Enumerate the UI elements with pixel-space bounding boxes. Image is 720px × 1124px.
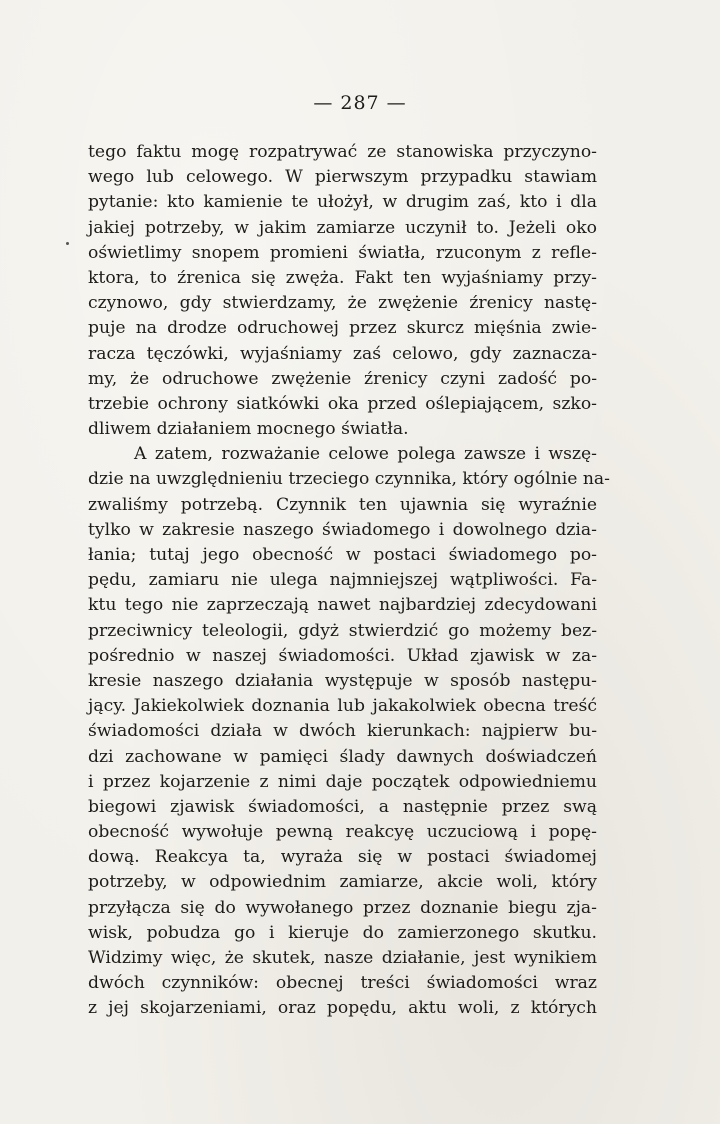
text-line: czynowo, gdy stwierdzamy, że zwężenie źrenicy nastę- xyxy=(88,293,597,314)
text-line: dwóch czynników: obecnej treści świadomości wraz xyxy=(88,973,597,994)
text-line: A zatem, rozważanie celowe polega zawsze i wszę- xyxy=(134,444,597,465)
text-line: przeciwnicy teleologii, gdyż stwierdzić go możemy bez- xyxy=(88,620,597,641)
text-line: obecność wywołuje pewną reakcyę uczuciową i popę- xyxy=(88,822,597,843)
text-line: kresie naszego działania występuje w sposób następu- xyxy=(88,670,597,691)
text-line: jący. Jakiekolwiek doznania lub jakakolwiek obecna treść xyxy=(88,696,597,717)
text-line: z jej skojarzeniami, oraz popędu, aktu woli, z których xyxy=(88,998,597,1019)
text-line: dliwem działaniem mocnego światła. xyxy=(88,419,409,440)
text-line: pędu, zamiaru nie ulega najmniejszej wątpliwości. Fa- xyxy=(88,570,597,591)
text-line: świadomości działa w dwóch kierunkach: najpierw bu- xyxy=(88,721,597,742)
text-line: dzi zachowane w pamięci ślady dawnych doświadczeń xyxy=(88,746,597,767)
text-line: jakiej potrzeby, w jakim zamiarze uczynił to. Jeżeli oko xyxy=(88,217,597,238)
text-line: my, że odruchowe zwężenie źrenicy czyni zadość po- xyxy=(88,368,597,389)
text-line: i przez kojarzenie z nimi daje początek odpowiedniemu xyxy=(88,771,597,792)
text-line: ktora, to źrenica się zwęża. Fakt ten wyjaśniamy przy- xyxy=(88,267,597,288)
body-text xyxy=(88,140,610,1022)
text-line: wego lub celowego. W pierwszym przypadku stawiam xyxy=(88,167,597,188)
page-number: — 287 — xyxy=(313,92,407,114)
text-line: dową. Reakcya ta, wyraża się w postaci świadomej xyxy=(88,847,597,868)
text-line: pośrednio w naszej świadomości. Układ zjawisk w za- xyxy=(88,645,597,666)
text-line: tego faktu mogę rozpatrywać ze stanowiska przyczyno- xyxy=(88,142,597,162)
text-line: trzebie ochrony siatkówki oka przed oślepiającem, szko- xyxy=(88,393,597,414)
text-line: biegowi zjawisk świadomości, a następnie przez swą xyxy=(88,796,597,817)
text-line: zwaliśmy potrzebą. Czynnik ten ujawnia się wyraźnie xyxy=(88,494,597,515)
text-line: dzie na uwzględnieniu trzeciego czynnika, który ogólnie na- xyxy=(88,469,610,490)
text-line: pytanie: kto kamienie te ułożył, w drugim zaś, kto i dla xyxy=(88,192,597,213)
text-line: ktu tego nie zaprzeczają nawet najbardziej zdecydowani xyxy=(88,595,597,616)
margin-speck xyxy=(66,242,69,245)
text-line: łania; tutaj jego obecność w postaci świadomego po- xyxy=(88,545,597,565)
text-line: przyłącza się do wywołanego przez doznanie biegu zja- xyxy=(88,897,597,918)
text-line: Widzimy więc, że skutek, nasze działanie, jest wynikiem xyxy=(88,948,597,968)
text-line: wisk, pobudza go i kieruje do zamierzonego skutku. xyxy=(88,922,597,943)
text-line: puje na drodze odruchowej przez skurcz mięśnia zwie- xyxy=(88,318,597,339)
text-line: racza tęczówki, wyjaśniamy zaś celowo, gdy zaznacza- xyxy=(88,343,597,364)
text-line: potrzeby, w odpowiednim zamiarze, akcie woli, który xyxy=(88,872,597,893)
text-line: tylko w zakresie naszego świadomego i dowolnego dzia- xyxy=(88,519,597,540)
text-line: oświetlimy snopem promieni światła, rzuconym z refle- xyxy=(88,242,597,263)
